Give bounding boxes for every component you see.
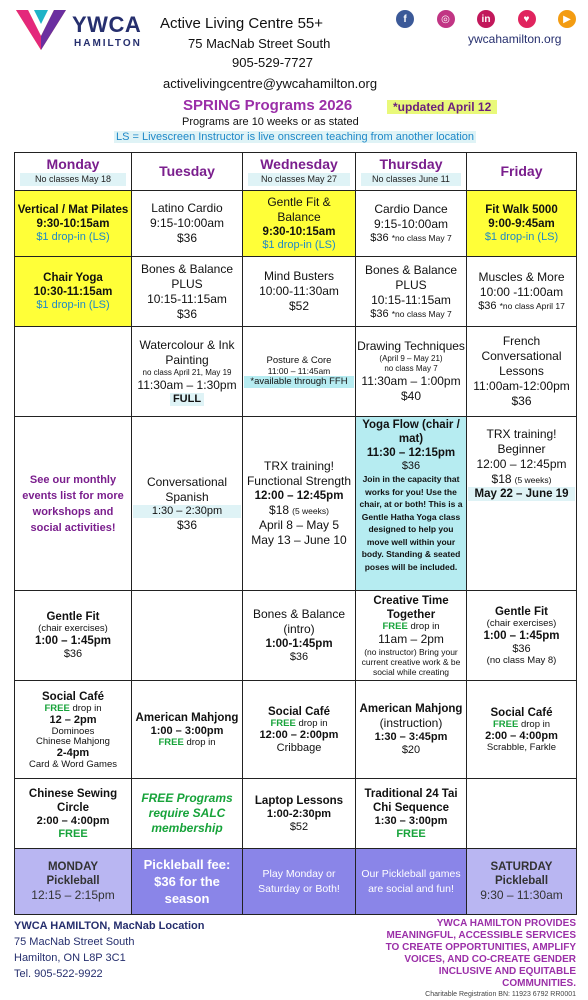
table-row xyxy=(15,327,577,417)
ywca-logo-mark-icon xyxy=(14,6,68,52)
day-header-monday: Monday No classes May 18 xyxy=(15,153,132,191)
program-cell: Yoga Flow (chair / mat) 11:30 – 12:15pm $36 Join in the capacity that works for you! Use the chair, at or both! This is a Gentle Hatha Yoga class designed to help you move well within your body. Standing & seated poses will be included. xyxy=(356,417,467,591)
schedule-table xyxy=(14,152,577,915)
program-cell: American Mahjong (instruction) 1:30 – 3:45pm $20 xyxy=(356,681,467,779)
table-row xyxy=(15,591,577,681)
program-cell: Bones & Balance PLUS 10:15-11:15am $36 xyxy=(132,257,243,327)
footer-city: Hamilton, ON L8P 3C1 xyxy=(14,952,126,964)
footer-phone: Tel. 905-522-9922 xyxy=(14,968,103,980)
program-cell: Drawing Techniques (April 9 – May 21) no class May 7 11:30am – 1:00pm $40 xyxy=(356,327,467,417)
centre-address: 75 MacNab Street South xyxy=(188,36,331,51)
program-cell: Bones & Balance PLUS 10:15-11:15am $36 *no class May 7 xyxy=(356,257,467,327)
centre-contact xyxy=(160,14,390,72)
table-row xyxy=(15,779,577,849)
membership-note-cell: FREE Programs require SALC membership xyxy=(132,779,243,849)
program-cell: Gentle Fit (chair exercises) 1:00 – 1:45pm $36 xyxy=(15,591,132,681)
day-header-tuesday: Tuesday xyxy=(132,153,243,191)
program-cell: TRX training! Beginner 12:00 – 12:45pm $18 (5 weeks) May 22 – June 19 xyxy=(467,417,577,591)
program-cell: French Conversational Lessons 11:00am-12:00pm $36 xyxy=(467,327,577,417)
table-row xyxy=(15,417,577,591)
program-cell: TRX training! Functional Strength 12:00 – 12:45pm $18 (5 weeks) April 8 – May 5 May 13 – June 10 xyxy=(243,417,356,591)
program-cell: Social Café FREE drop in 2:00 – 4:00pm Scrabble, Farkle xyxy=(467,681,577,779)
program-cell: Vertical / Mat Pilates 9:30-10:15am $1 drop-in (LS) xyxy=(15,191,132,257)
footer-location: YWCA HAMILTON, MacNab Location xyxy=(14,920,205,932)
table-row xyxy=(15,681,577,779)
pickleball-cell: SATURDAY Pickleball 9:30 – 11:30am xyxy=(467,849,577,915)
program-cell: American Mahjong 1:00 – 3:00pm FREE drop in xyxy=(132,681,243,779)
footer-street: 75 MacNab Street South xyxy=(14,936,135,948)
day-header-wednesday: Wednesday No classes May 27 xyxy=(243,153,356,191)
program-cell: Social Café FREE drop in 12:00 – 2:00pm Cribbage xyxy=(243,681,356,779)
program-cell: Posture & Core 11:00 – 11:45am *available through FFH xyxy=(243,327,356,417)
youtube-icon[interactable]: ▶ xyxy=(558,10,576,28)
updated-badge: *updated April 12 xyxy=(387,100,497,114)
website-link[interactable]: ywcahamilton.org xyxy=(468,32,562,46)
footer-mission xyxy=(380,918,576,1000)
weeks-note: Programs are 10 weeks or as stated xyxy=(182,116,359,128)
program-title: SPRING Programs 2026 xyxy=(183,97,353,114)
page-header xyxy=(0,0,588,150)
charitable-registration: Charitable Registration BN: 11923 6792 RR0001 xyxy=(425,991,576,998)
program-cell: Gentle Fit (chair exercises) 1:00 – 1:45pm $36 (no class May 8) xyxy=(467,591,577,681)
empty-cell xyxy=(467,779,577,849)
program-cell: Cardio Dance 9:15-10:00am $36 *no class May 7 xyxy=(356,191,467,257)
empty-cell xyxy=(15,327,132,417)
program-cell: Mind Busters 10:00-11:30am $52 xyxy=(243,257,356,327)
program-cell: Muscles & More 10:00 -11:00am $36 *no class April 17 xyxy=(467,257,577,327)
program-cell: Traditional 24 Tai Chi Sequence 1:30 – 3:00pm FREE xyxy=(356,779,467,849)
pickleball-note-cell: Our Pickleball games are social and fun! xyxy=(356,849,467,915)
pickleball-cell: MONDAY Pickleball 12:15 – 2:15pm xyxy=(15,849,132,915)
mission-statement: YWCA HAMILTON PROVIDES MEANINGFUL, ACCESSIBLE SERVICES TO CREATE OPPORTUNITIES, AMPLIFY VOICES, AND CO-CREATE GENDER INCLUSIVE AND EQUITABLE COMMUNITIES. xyxy=(385,918,576,989)
day-header-thursday: Thursday No classes June 11 xyxy=(356,153,467,191)
social-icons xyxy=(396,10,576,28)
twitter-icon[interactable]: ♥ xyxy=(518,10,536,28)
program-cell: Laptop Lessons 1:00-2:30pm $52 xyxy=(243,779,356,849)
pickleball-fee-cell: Pickleball fee: $36 for the season xyxy=(132,849,243,915)
facebook-icon[interactable]: f xyxy=(396,10,414,28)
day-header-friday: Friday xyxy=(467,153,577,191)
table-row xyxy=(15,849,577,915)
footer-address xyxy=(14,918,204,982)
ywca-logo[interactable] xyxy=(14,6,154,52)
program-cell: Bones & Balance (intro) 1:00-1:45pm $36 xyxy=(243,591,356,681)
events-note-cell: See our monthly events list for more workshops and social activities! xyxy=(15,417,132,591)
livescreen-note: LS = Livescreen Instructor is live onscreen teaching from another location xyxy=(116,131,474,143)
program-cell: Fit Walk 5000 9:00-9:45am $1 drop-in (LS) xyxy=(467,191,577,257)
program-cell: Creative Time Together FREE drop in 11am – 2pm (no instructor) Bring your current creative work & be social while creating xyxy=(356,591,467,681)
empty-cell xyxy=(132,591,243,681)
pickleball-note-cell: Play Monday or Saturday or Both! xyxy=(243,849,356,915)
program-cell: Watercolour & Ink Painting no class April 21, May 19 11:30am – 1:30pm FULL xyxy=(132,327,243,417)
program-cell: Social Café FREE drop in 12 – 2pm Dominoes Chinese Mahjong 2-4pm Card & Word Games xyxy=(15,681,132,779)
instagram-icon[interactable]: ◎ xyxy=(437,10,455,28)
table-row xyxy=(15,153,577,191)
table-row xyxy=(15,191,577,257)
table-row xyxy=(15,257,577,327)
centre-phone: 905-529-7727 xyxy=(232,55,313,70)
program-cell: Latino Cardio 9:15-10:00am $36 xyxy=(132,191,243,257)
centre-name: Active Living Centre 55+ xyxy=(160,15,324,32)
program-cell: Conversational Spanish 1:30 – 2:30pm $36 xyxy=(132,417,243,591)
program-cell: Chinese Sewing Circle 2:00 – 4:00pm FREE xyxy=(15,779,132,849)
centre-email[interactable]: activelivingcentre@ywcahamilton.org xyxy=(163,76,378,91)
program-cell: Chair Yoga 10:30-11:15am $1 drop-in (LS) xyxy=(15,257,132,327)
logo-text: YWCA xyxy=(72,12,142,37)
logo-subtext: HAMILTON xyxy=(74,38,142,49)
program-cell: Gentle Fit & Balance 9:30-10:15am $1 drop-in (LS) xyxy=(243,191,356,257)
linkedin-icon[interactable]: in xyxy=(477,10,495,28)
